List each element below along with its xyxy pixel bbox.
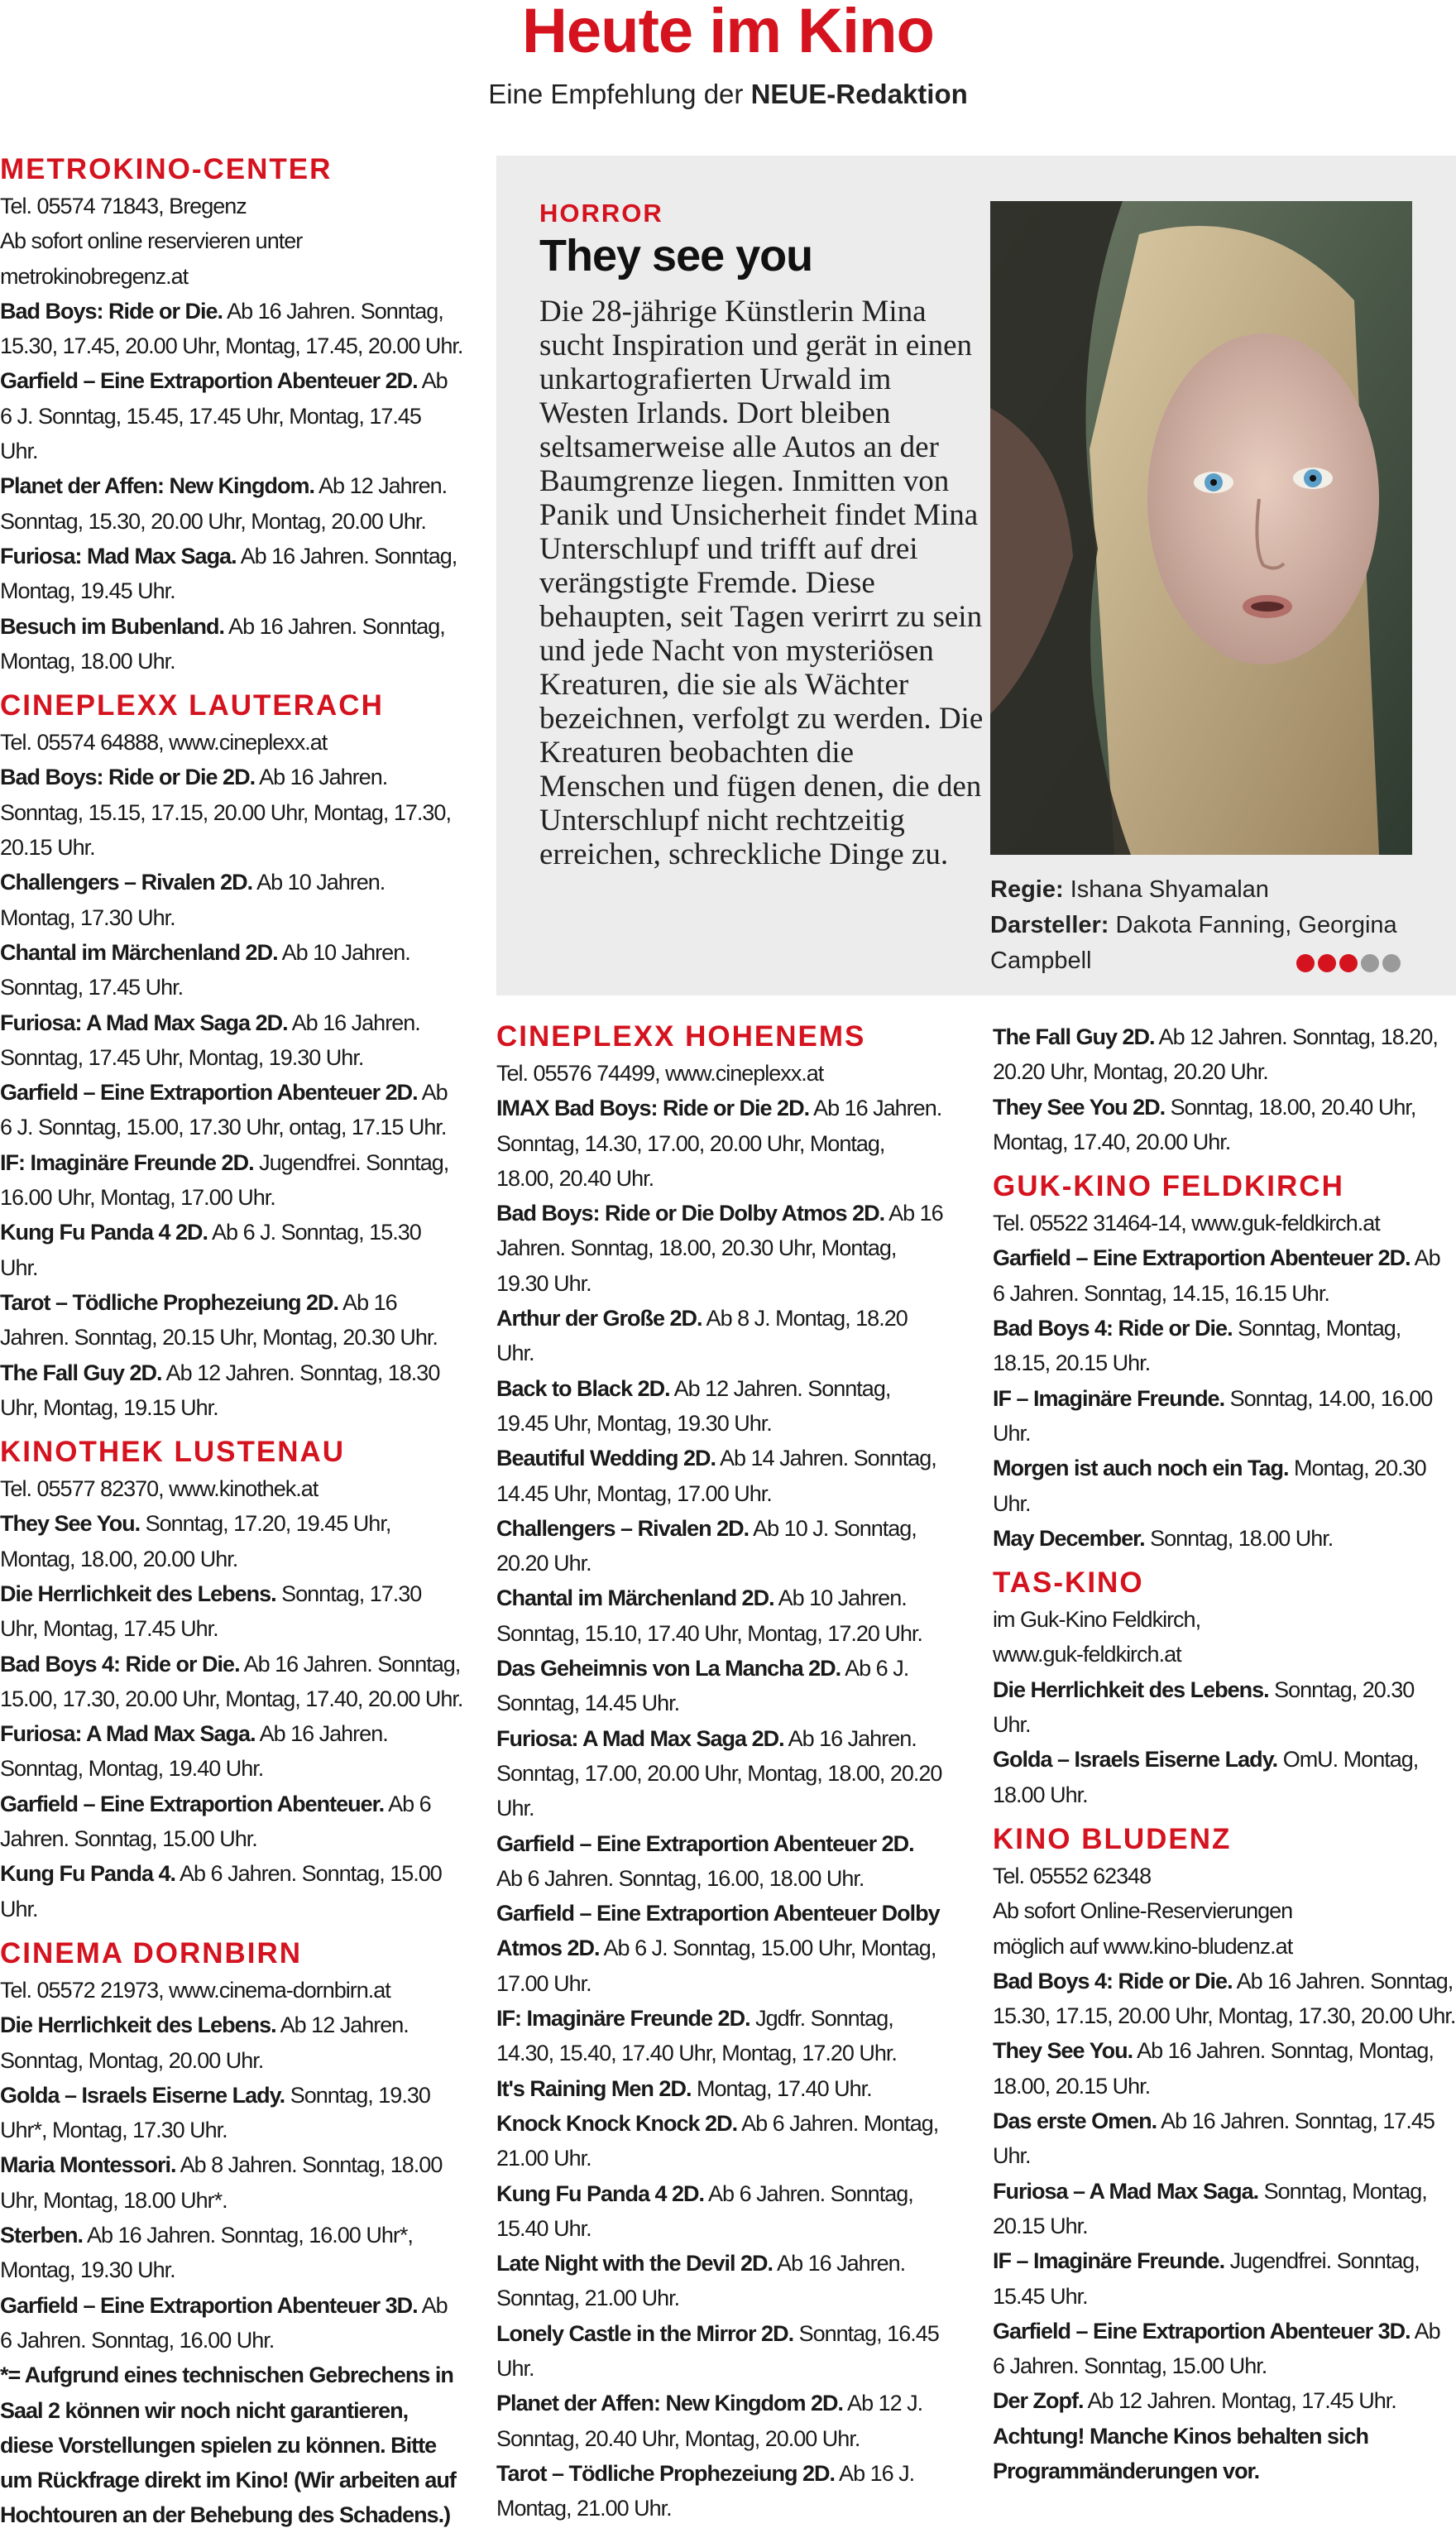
film-entry (0, 2218, 463, 2288)
rating-dot-filled (1339, 954, 1358, 972)
film-details: Ab 12 Jahren. Sonntag, Montag, 20.00 Uhr. (0, 2012, 409, 2073)
film-entry (0, 1145, 463, 1216)
film-details: Ab 16 Jahren. Sonntag, 14.30, 17.00, 20.00 Uhr, Montag, 18.00, 20.40 Uhr. (496, 1096, 942, 1191)
film-entry (496, 2106, 943, 2176)
film-details: Ab 16 Jahren. Sonntag, Montag, 19.45 Uhr. (0, 543, 457, 604)
film-entry (0, 2078, 463, 2148)
film-title: Kung Fu Panda 4 2D. (0, 1220, 208, 1245)
film-title: Sterben. (0, 2223, 84, 2248)
subtitle-prefix: Eine Empfehlung der (488, 79, 751, 109)
rating-dot-empty (1361, 954, 1379, 972)
film-details: Ab 6 J. Sonntag, 15.00, 17.30 Uhr, ontag, 17.15 Uhr. (0, 1080, 448, 1140)
film-title: Die Herrlichkeit des Lebens. (0, 2012, 276, 2038)
film-details: Ab 16 Jahren. Sonntag, 15.30, 17.45, 20.00 Uhr, Montag, 17.45, 20.00 Uhr. (0, 298, 463, 359)
film-details: Sonntag, 18.00 Uhr. (1144, 1525, 1334, 1551)
rating-dot-filled (1318, 954, 1336, 972)
film-entry (993, 1311, 1456, 1381)
film-title: Der Zopf. (993, 2388, 1084, 2414)
film-entry (993, 1019, 1456, 1090)
film-details: Ab 16 Jahren. Sonntag, 15.15, 17.15, 20.00 Uhr, Montag, 17.30, 20.15 Uhr. (0, 765, 451, 861)
film-details: Sonntag, 14.00, 16.00 Uhr. (993, 1385, 1433, 1446)
film-entry (993, 1090, 1456, 1160)
cinema-contact-line: Tel. 05576 74499, www.cineplexx.at (496, 1061, 824, 1086)
film-title: Golda – Israels Eiserne Lady. (993, 1747, 1278, 1773)
feature-photo (990, 201, 1412, 855)
film-still-image (990, 201, 1412, 855)
film-title: Planet der Affen: New Kingdom. (0, 473, 315, 499)
feature-genre: HORROR (539, 199, 663, 228)
film-title: Tarot – Tödliche Prophezeiung 2D. (496, 2460, 836, 2486)
film-details: Ab 6 Jahren. Sonntag, 15.00 Uhr. (0, 1791, 431, 1852)
film-entry (993, 1240, 1456, 1311)
film-details: Sonntag, 19.30 Uhr*, Montag, 17.30 Uhr. (0, 2082, 430, 2143)
film-entry (496, 1196, 943, 1301)
cinema-name: CINEMA DORNBIRN (0, 1936, 303, 1969)
cinema-contact-line: Ab sofort Online-Reservierungen (993, 1898, 1293, 1924)
film-details: Ab 10 Jahren. Sonntag, 15.10, 17.40 Uhr, Montag, 17.20 Uhr. (496, 1586, 922, 1646)
film-title: Late Night with the Devil 2D. (496, 2251, 774, 2276)
film-title: Furiosa: A Mad Max Saga 2D. (496, 1725, 784, 1751)
film-entry (0, 1787, 463, 1857)
film-title: Beautiful Wedding 2D. (496, 1446, 716, 1471)
film-entry (496, 2176, 943, 2247)
film-title: It's Raining Men 2D. (496, 2075, 692, 2101)
film-details: OmU. Montag, 18.00 Uhr. (993, 1747, 1419, 1807)
film-title: Back to Black 2D. (496, 1375, 670, 1401)
film-details: Sonntag, Montag, 20.15 Uhr. (993, 2178, 1427, 2238)
film-entry (496, 1896, 943, 2001)
cinema-contact-line: Tel. 05574 64888, www.cineplexx.at (0, 730, 328, 756)
film-details: Ab 16 Jahren. Sonntag, Montag, 18.00 Uhr. (0, 613, 445, 674)
director-line (990, 872, 1437, 908)
film-entry (496, 1371, 943, 1442)
cinema-section (0, 1936, 463, 2533)
film-entry (0, 468, 463, 539)
cinema-contact-line: Tel. 05522 31464-14, www.guk-feldkirch.at (993, 1211, 1380, 1236)
film-title: Chantal im Märchenland 2D. (0, 939, 278, 965)
film-entry (993, 1742, 1456, 1812)
film-entry (0, 1716, 463, 1787)
film-title: The Fall Guy 2D. (993, 1024, 1155, 1049)
cinema-name: GUK-KINO FELDKIRCH (993, 1170, 1344, 1203)
film-details: Ab 6 J. Sonntag, 15.45, 17.45 Uhr, Montag, 17.45 Uhr. (0, 368, 448, 464)
film-entry (993, 1672, 1456, 1743)
film-entry (993, 2104, 1456, 2174)
film-entry (0, 609, 463, 679)
film-details: Ab 16 Jahren. Sonntag, 18.00, 20.30 Uhr, Montag, 19.30 Uhr. (496, 1201, 943, 1296)
film-title: Bad Boys 4: Ride or Die. (993, 1968, 1233, 1993)
cinema-name: CINEPLEXX HOHENEMS (496, 1020, 866, 1053)
rating-dot-empty (1382, 954, 1401, 972)
film-entry (0, 539, 463, 609)
film-title: Planet der Affen: New Kingdom 2D. (496, 2391, 844, 2416)
film-title: Lonely Castle in the Mirror 2D. (496, 2320, 794, 2346)
cinema-name: KINO BLUDENZ (993, 1822, 1232, 1855)
film-title: IF: Imaginäre Freunde 2D. (0, 1149, 254, 1175)
film-entry (993, 2419, 1456, 2489)
film-entry (0, 1576, 463, 1647)
film-title: Garfield – Eine Extraportion Abenteuer 2D. (993, 1245, 1410, 1271)
film-details: Ab 6 Jahren. Montag, 21.00 Uhr. (496, 2110, 939, 2171)
film-details: Jgdfr. Sonntag, 14.30, 15.40, 17.40 Uhr, Montag, 17.20 Uhr. (496, 2006, 897, 2066)
film-entry (0, 1506, 463, 1576)
film-details: Ab 10 Jahren. Montag, 17.30 Uhr. (0, 870, 386, 930)
film-entry (0, 2147, 463, 2218)
film-details: Jugendfrei. Sonntag, 15.45 Uhr. (993, 2248, 1420, 2309)
film-title: Chantal im Märchenland 2D. (496, 1586, 774, 1611)
film-title: Furiosa – A Mad Max Saga. (993, 2178, 1259, 2204)
cinema-contact-line: Tel. 05572 21973, www.cinema-dornbirn.at (0, 1977, 390, 2003)
film-title: Garfield – Eine Extraportion Abenteuer 3D. (993, 2318, 1410, 2344)
film-details: Ab 16 J. Montag, 21.00 Uhr. (496, 2460, 915, 2521)
film-title: Garfield – Eine Extraportion Abenteuer 2D. (0, 368, 418, 394)
cinema-name: TAS-KINO (993, 1566, 1144, 1600)
cinema-section (0, 1435, 463, 1926)
film-details: Ab 16 Jahren. Sonntag, 17.00, 20.00 Uhr, Montag, 18.00, 20.20 Uhr. (496, 1725, 942, 1821)
film-title: Bad Boys 4: Ride or Die. (0, 1651, 240, 1677)
film-entry (496, 1441, 943, 1511)
cinema-contact-line: metrokinobregenz.at (0, 263, 189, 289)
film-entry (0, 1285, 463, 1355)
film-entry (496, 1581, 943, 1651)
film-title: Achtung! Manche Kinos behalten sich Programmänderungen vor. (993, 2423, 1369, 2483)
film-entry (496, 1826, 943, 1897)
cinema-section (496, 1019, 943, 2526)
film-details: Ab 8 J. Montag, 18.20 Uhr. (496, 1306, 908, 1366)
film-title: Challengers – Rivalen 2D. (496, 1515, 750, 1541)
film-details: Ab 10 Jahren. Sonntag, 17.45 Uhr. (0, 939, 410, 1000)
film-details: Ab 16 Jahren. Sonntag, 17.45 Uhr, Montag, 19.30 Uhr. (0, 1010, 420, 1070)
page-subtitle (0, 78, 1456, 111)
film-title: Knock Knock Knock 2D. (496, 2110, 738, 2136)
film-details: Ab 6 J. Sonntag, 15.30 Uhr. (0, 1220, 421, 1280)
film-title: Maria Montessori. (0, 2152, 176, 2178)
cast-label: Darsteller: (990, 912, 1109, 938)
film-title: IF: Imaginäre Freunde 2D. (496, 2006, 750, 2032)
film-details: Ab 6 J. Sonntag, 14.45 Uhr. (496, 1656, 909, 1716)
cinema-section (993, 1169, 1456, 1556)
film-title: Furiosa: A Mad Max Saga 2D. (0, 1010, 288, 1035)
subtitle-brand: NEUE-Redaktion (750, 79, 968, 109)
film-details: Ab 8 Jahren. Sonntag, 18.00 Uhr, Montag, 18.00 Uhr*. (0, 2152, 443, 2213)
film-title: Garfield – Eine Extraportion Abenteuer Dolby Atmos 2D. (496, 1901, 940, 1961)
film-details: Ab 6 J. Sonntag, 15.00 Uhr, Montag, 17.00 Uhr. (496, 1936, 936, 1996)
film-details: Sonntag, Montag, 18.15, 20.15 Uhr. (993, 1316, 1401, 1376)
film-title: IMAX Bad Boys: Ride or Die 2D. (496, 1096, 810, 1121)
film-details: Ab 12 Jahren. Sonntag, 19.45 Uhr, Montag, 19.30 Uhr. (496, 1375, 891, 1436)
film-entry (0, 2008, 463, 2078)
film-details: Ab 6 Jahren. Sonntag, 16.00, 18.00 Uhr. (496, 1865, 864, 1891)
film-title: They See You 2D. (993, 1094, 1166, 1120)
film-title: Die Herrlichkeit des Lebens. (0, 1581, 276, 1606)
film-details: Montag, 17.40 Uhr. (691, 2075, 872, 2101)
film-entry (496, 2456, 943, 2526)
film-title: Garfield – Eine Extraportion Abenteuer 2D. (496, 1830, 914, 1856)
film-entry (496, 2001, 943, 2071)
film-entry (496, 1091, 943, 1196)
film-title: *= Aufgrund eines technischen Gebrechens in Saal 2 können wir noch nicht garantieren, diese Vorstellungen spielen zu können. Bitte um Rückfrage direkt im Kino! (Wir arbeiten auf Hochtouren an der Behebung des Schadens.) (0, 2363, 456, 2528)
film-details: Ab 16 Jahren. Sonntag, Montag, 19.40 Uhr. (0, 1721, 388, 1782)
film-details: Ab 6 Jahren. Sonntag, 14.15, 16.15 Uhr. (993, 1245, 1440, 1306)
cinema-contact-line: im Guk-Kino Feldkirch, (993, 1607, 1201, 1633)
film-title: Bad Boys 4: Ride or Die. (993, 1316, 1233, 1341)
cinema-section (993, 1822, 1456, 2488)
film-entry (496, 2386, 943, 2456)
film-entry (0, 363, 463, 468)
cinema-contact-line: Ab sofort online reservieren unter (0, 228, 303, 254)
film-title: They See You. (993, 2038, 1133, 2064)
film-entry (993, 1381, 1456, 1451)
rating-dots (1296, 954, 1404, 976)
cast-names: Dakota Fanning, Georgina Campbell (990, 912, 1397, 974)
film-details: Ab 12 Jahren. Montag, 17.45 Uhr. (1083, 2388, 1396, 2414)
film-title: Garfield – Eine Extraportion Abenteuer 3D. (0, 2292, 418, 2318)
film-entry (0, 2288, 463, 2358)
film-entry (993, 1451, 1456, 1521)
film-details: Ab 16 Jahren. Sonntag, 15.30, 17.15, 20.00 Uhr, Montag, 17.30, 20.00 Uhr. (993, 1968, 1456, 2029)
page-title: Heute im Kino (522, 0, 934, 66)
film-title: Morgen ist auch noch ein Tag. (993, 1456, 1289, 1481)
film-details: Ab 6 Jahren. Sonntag, 15.40 Uhr. (496, 2180, 913, 2241)
cinema-name: KINOTHEK LUSTENAU (0, 1436, 346, 1469)
film-details: Ab 16 Jahren. Sonntag, Montag, 18.00, 20.15 Uhr. (993, 2038, 1434, 2099)
film-title: IF – Imaginäre Freunde. (993, 1385, 1225, 1411)
film-entry (993, 2383, 1456, 2418)
feature-body: Die 28-jährige Künstlerin Mina sucht Inspiration und gerät in einen unkartografierten Urwald im Westen Irlands. Dort bleiben seltsamerweise alle Autos an der Baumgrenze liegen. Inmitten von Panik und Unsicherheit findet Mina Unterschlupf und trifft auf drei verängstigte Fremde. Diese behaupten, seit Tagen verirrt zu sein und jede Nacht von mysteriösen Kreaturen, die sie als Wächter bezeichnen, verfolgt zu werden. Die Kreaturen beobachten die Menschen und fügen denen, die den Unterschlupf nicht rechtzeitig erreichen, schreckliche Dinge zu. (539, 295, 984, 871)
film-entry (993, 2243, 1456, 2314)
film-entry (0, 1215, 463, 1285)
film-title: Das Geheimnis von La Mancha 2D. (496, 1656, 841, 1681)
film-title: Garfield – Eine Extraportion Abenteuer. (0, 1791, 385, 1816)
film-details: Ab 6 Jahren. Sonntag, 15.00 Uhr. (993, 2318, 1440, 2379)
film-details: Ab 12 Jahren. Sonntag, 18.20, 20.20 Uhr, Montag, 20.20 Uhr. (993, 1024, 1438, 1085)
film-title: Furiosa: A Mad Max Saga. (0, 1721, 256, 1747)
film-details: Ab 16 Jahren. Sonntag, 21.00 Uhr. (496, 2251, 906, 2311)
film-entry (0, 1355, 463, 1426)
film-details: Sonntag, 20.30 Uhr. (993, 1677, 1415, 1738)
film-entry (496, 1651, 943, 1721)
film-entry (993, 1521, 1456, 1556)
film-entry (0, 2358, 463, 2532)
film-entry (0, 1005, 463, 1076)
film-title: Golda – Israels Eiserne Lady. (0, 2082, 285, 2108)
film-entry (993, 1964, 1456, 2034)
film-details: Ab 16 Jahren. Sonntag, 15.00, 17.30, 20.00 Uhr, Montag, 17.40, 20.00 Uhr. (0, 1651, 463, 1711)
cinema-contact-line: Tel. 05552 62348 (993, 1863, 1152, 1888)
film-title: Besuch im Bubenland. (0, 613, 225, 639)
film-entry (0, 1856, 463, 1926)
listings-column-left (0, 152, 463, 2533)
feature-box (496, 156, 1456, 995)
film-entry (993, 2174, 1456, 2244)
cinema-contact-line: Tel. 05574 71843, Bregenz (0, 194, 247, 218)
film-title: Bad Boys: Ride or Die. (0, 298, 223, 324)
film-details: Montag, 20.30 Uhr. (993, 1456, 1426, 1516)
cinema-section (993, 1019, 1456, 1159)
film-entry (0, 294, 463, 364)
film-details: Ab 12 J. Sonntag, 20.40 Uhr, Montag, 20.00 Uhr. (496, 2391, 923, 2451)
cinema-section (0, 152, 463, 679)
rating-dot-filled (1296, 954, 1315, 972)
film-details: Ab 16 Jahren. Sonntag, 17.45 Uhr. (993, 2108, 1434, 2169)
film-details: Ab 14 Jahren. Sonntag, 14.45 Uhr, Montag, 17.00 Uhr. (496, 1446, 936, 1506)
film-entry (496, 2316, 943, 2387)
feature-title: They see you (539, 231, 813, 281)
film-entry (496, 2246, 943, 2316)
cinema-contact-line: möglich auf www.kino-bludenz.at (993, 1933, 1293, 1959)
film-title: They See You. (0, 1511, 141, 1537)
film-details: Ab 16 Jahren. Sonntag, 16.00 Uhr*, Montag, 19.30 Uhr. (0, 2223, 413, 2283)
film-details: Jugendfrei. Sonntag, 16.00 Uhr, Montag, 17.00 Uhr. (0, 1149, 449, 1211)
cinema-contact-line: Tel. 05577 82370, www.kinothek.at (0, 1476, 318, 1502)
film-entry (0, 935, 463, 1005)
film-details: Sonntag, 16.45 Uhr. (496, 2320, 939, 2381)
film-entry (0, 865, 463, 935)
film-title: Garfield – Eine Extraportion Abenteuer 2D. (0, 1080, 418, 1106)
film-details: Ab 16 Jahren. Sonntag, 20.15 Uhr, Montag, 20.30 Uhr. (0, 1289, 438, 1350)
film-entry (496, 1511, 943, 1581)
film-title: May December. (993, 1525, 1145, 1551)
film-details: Sonntag, 17.20, 19.45 Uhr, Montag, 18.00, 20.00 Uhr. (0, 1511, 391, 1571)
cinema-name: CINEPLEXX LAUTERACH (0, 689, 384, 722)
director-label: Regie: (990, 876, 1064, 903)
film-title: Challengers – Rivalen 2D. (0, 870, 253, 895)
film-entry (993, 2314, 1456, 2384)
listings-column-middle (496, 1019, 943, 2526)
film-title: Bad Boys: Ride or Die 2D. (0, 765, 256, 790)
film-entry (0, 1075, 463, 1145)
film-title: Die Herrlichkeit des Lebens. (993, 1677, 1269, 1702)
film-entry (496, 1301, 943, 1371)
film-details: Ab 10 J. Sonntag, 20.20 Uhr. (496, 1515, 917, 1576)
film-details: Sonntag, 17.30 Uhr, Montag, 17.45 Uhr. (0, 1581, 422, 1642)
listings-column-right (993, 1019, 1456, 2488)
film-details: Sonntag, 18.00, 20.40 Uhr, Montag, 17.40, 20.00 Uhr. (993, 1094, 1416, 1154)
film-title: Bad Boys: Ride or Die Dolby Atmos 2D. (496, 1201, 885, 1226)
film-title: Tarot – Tödliche Prophezeiung 2D. (0, 1289, 339, 1315)
film-title: Das erste Omen. (993, 2108, 1157, 2134)
film-entry (0, 760, 463, 865)
film-entry (496, 2071, 943, 2106)
film-title: Kung Fu Panda 4 2D. (496, 2180, 705, 2206)
film-details: Ab 12 Jahren. Sonntag, 15.30, 20.00 Uhr, Montag, 20.00 Uhr. (0, 473, 448, 534)
film-title: Arthur der Große 2D. (496, 1306, 702, 1331)
cinema-section (0, 688, 463, 1425)
film-entry (0, 1647, 463, 1717)
director-name: Ishana Shyamalan (1063, 876, 1269, 903)
film-details: Ab 6 Jahren. Sonntag, 16.00 Uhr. (0, 2292, 448, 2353)
cinema-contact-line: www.guk-feldkirch.at (993, 1642, 1181, 1667)
cinema-name: METROKINO-CENTER (0, 153, 333, 185)
film-details: Ab 12 Jahren. Sonntag, 18.30 Uhr, Montag, 19.15 Uhr. (0, 1360, 440, 1420)
film-title: Furiosa: Mad Max Saga. (0, 543, 237, 568)
film-title: Kung Fu Panda 4. (0, 1861, 176, 1887)
film-title: The Fall Guy 2D. (0, 1360, 162, 1385)
film-entry (993, 2033, 1456, 2104)
film-details: Ab 6 Jahren. Sonntag, 15.00 Uhr. (0, 1861, 442, 1921)
film-entry (496, 1721, 943, 1826)
cinema-section (993, 1566, 1456, 1812)
film-title: IF – Imaginäre Freunde. (993, 2248, 1225, 2274)
